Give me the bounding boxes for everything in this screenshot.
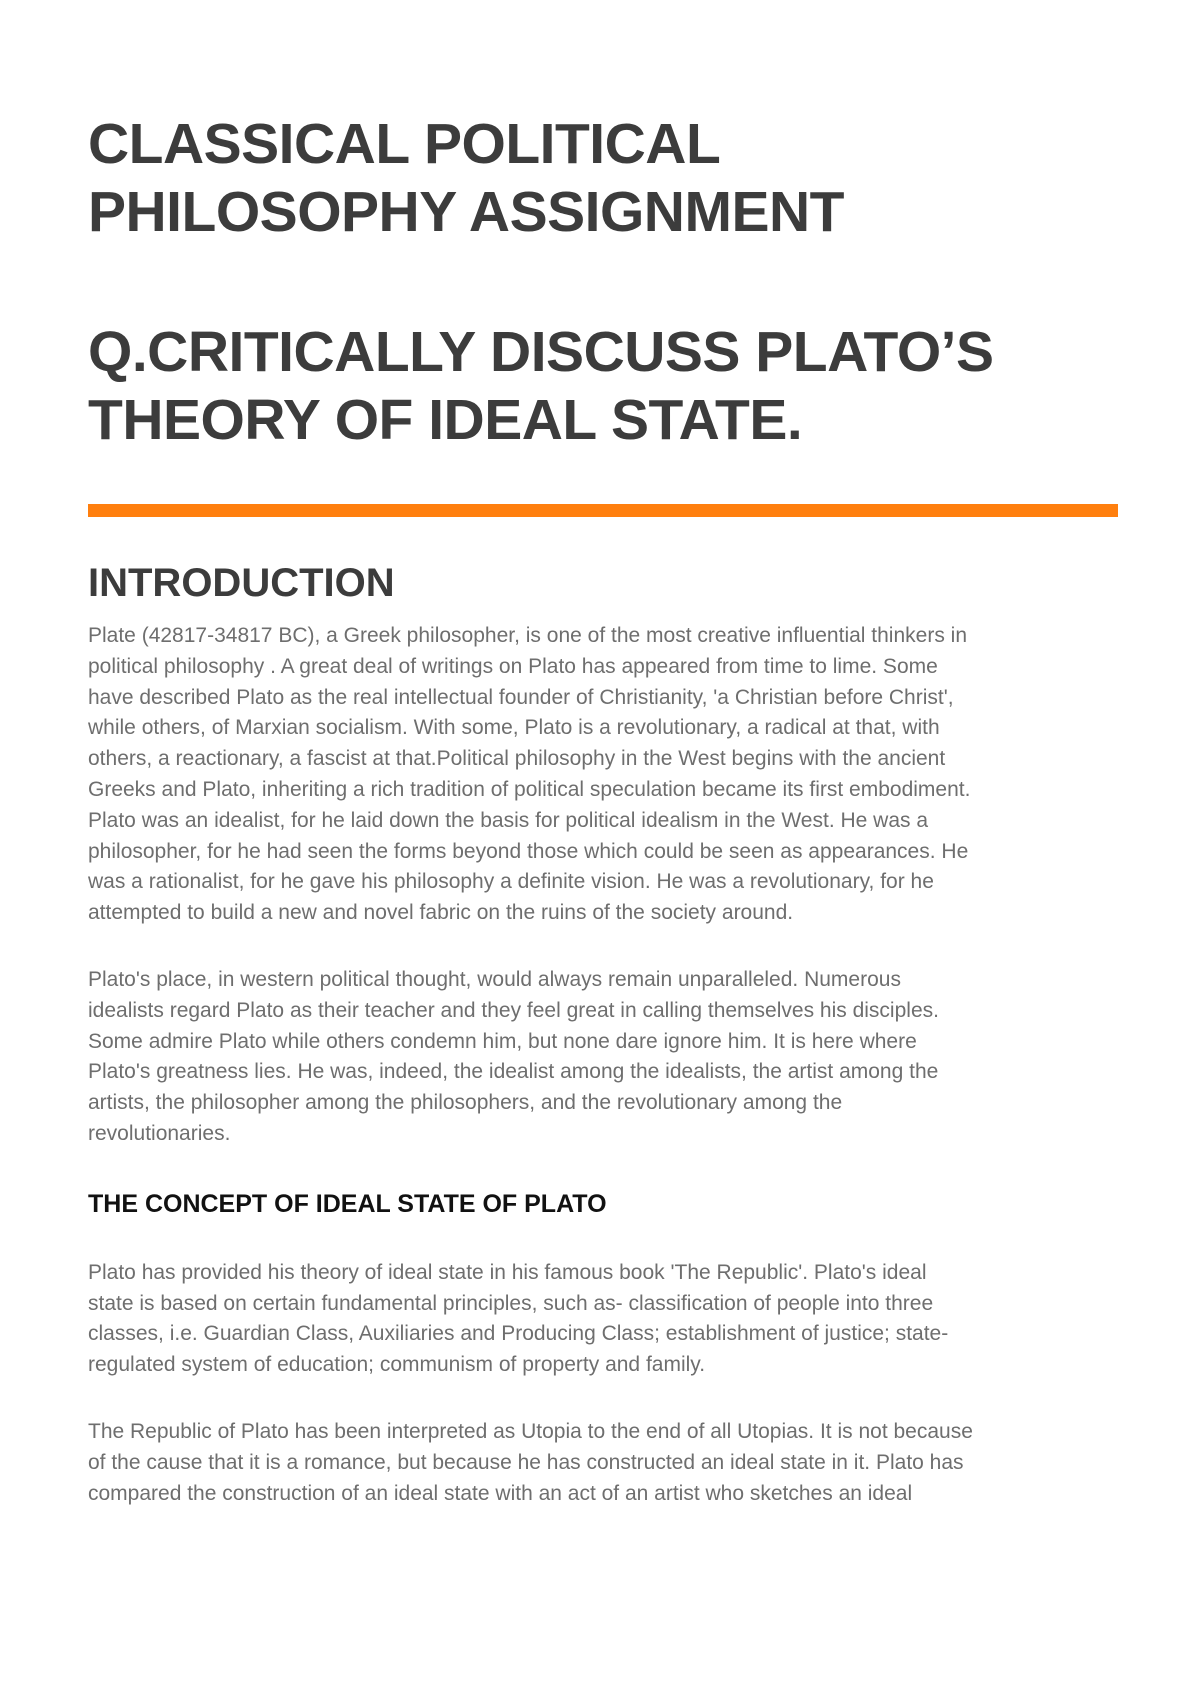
text-line: others, a reactionary, a fascist at that.Political philosophy in the West begins with the ancient bbox=[88, 747, 946, 771]
title-line: PHILOSOPHY ASSIGNMENT bbox=[88, 180, 844, 244]
title-spacer bbox=[88, 246, 1118, 318]
text-line: regulated system of education; communism of property and family. bbox=[88, 1353, 706, 1377]
text-line: The Republic of Plato has been interpreted as Utopia to the end of all Utopias. It is not because bbox=[88, 1419, 973, 1443]
text-line: Plate (42817-34817 BC), a Greek philosopher, is one of the most creative influential thinkers in bbox=[88, 624, 967, 647]
document-title bbox=[88, 110, 1118, 246]
text-line: state is based on certain fundamental principles, such as- classification of people into three bbox=[88, 1291, 934, 1315]
ideal-state-paragraph-2 bbox=[88, 1417, 1118, 1509]
section-heading-ideal-state: THE CONCEPT OF IDEAL STATE OF PLATO bbox=[88, 1189, 607, 1218]
text-line: compared the construction of an ideal state with an act of an artist who sketches an ideal bbox=[88, 1481, 913, 1505]
intro-paragraph-1 bbox=[88, 621, 1118, 929]
text-line: have described Plato as the real intellectual founder of Christianity, 'a Christian before Christ', bbox=[88, 685, 954, 709]
text-line: attempted to build a new and novel fabric on the ruins of the society around. bbox=[88, 901, 794, 925]
question-line: Q.CRITICALLY DISCUSS PLATO’S bbox=[88, 320, 994, 384]
text-line: Plato's place, in western political thought, would always remain unparalleled. Numerous bbox=[88, 967, 901, 991]
intro-paragraph-2 bbox=[88, 965, 1118, 1150]
text-line: was a rationalist, for he gave his philosophy a definite vision. He was a revolutionary, for he bbox=[88, 870, 934, 894]
ideal-state-paragraph-1 bbox=[88, 1258, 1118, 1381]
text-line: idealists regard Plato as their teacher and they feel great in calling themselves his disciples. bbox=[88, 998, 939, 1022]
text-line: of the cause that it is a romance, but because he has constructed an ideal state in it. Plato has bbox=[88, 1450, 964, 1474]
text-line: Some admire Plato while others condemn him, but none dare ignore him. It is here where bbox=[88, 1029, 917, 1053]
text-line: artists, the philosopher among the philosophers, and the revolutionary among the bbox=[88, 1091, 843, 1115]
title-line: CLASSICAL POLITICAL bbox=[88, 112, 721, 176]
question-line: THEORY OF IDEAL STATE. bbox=[88, 388, 803, 452]
text-line: classes, i.e. Guardian Class, Auxiliaries and Producing Class; establishment of justice; state- bbox=[88, 1322, 949, 1346]
text-line: revolutionaries. bbox=[88, 1121, 231, 1145]
text-line: while others, of Marxian socialism. With some, Plato is a revolutionary, a radical at that, with bbox=[88, 716, 940, 740]
text-line: Plato's greatness lies. He was, indeed, the idealist among the idealists, the artist among the bbox=[88, 1060, 939, 1084]
text-line: political philosophy . A great deal of writings on Plato has appeared from time to lime. Some bbox=[88, 654, 938, 678]
text-line: Plato has provided his theory of ideal state in his famous book 'The Republic'. Plato's ideal bbox=[88, 1260, 927, 1284]
accent-divider bbox=[88, 504, 1118, 517]
text-line: Greeks and Plato, inheriting a rich tradition of political speculation became its first embodiment. bbox=[88, 777, 971, 801]
document-page bbox=[88, 110, 1118, 1509]
section-heading-introduction: INTRODUCTION bbox=[88, 561, 395, 605]
text-line: philosopher, for he had seen the forms beyond those which could be seen as appearances. He bbox=[88, 839, 969, 863]
question-title bbox=[88, 318, 1118, 454]
text-line: Plato was an idealist, for he laid down the basis for political idealism in the West. He was a bbox=[88, 808, 929, 832]
